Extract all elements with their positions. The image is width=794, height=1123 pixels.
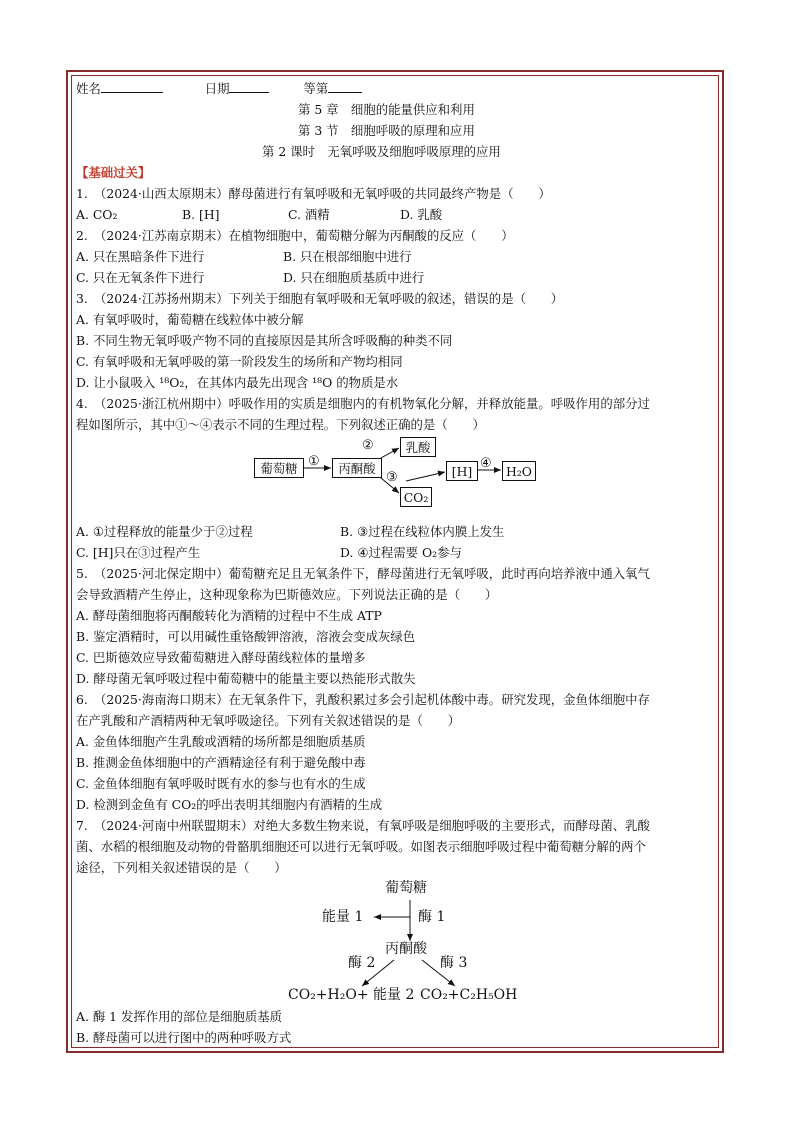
question-5 — [76, 563, 716, 689]
co2-box: CO₂ — [400, 487, 432, 507]
water-box: H₂O — [502, 461, 536, 481]
pyruvate-box: 丙酮酸 — [332, 458, 382, 478]
question-3 — [76, 288, 716, 393]
option-c[interactable]: C. 巴斯德效应导致葡萄糖进入酵母菌线粒体的量增多 — [76, 650, 366, 665]
option-a[interactable]: A. 只在黑暗条件下进行 — [76, 249, 205, 264]
option-row — [76, 521, 716, 542]
option-row — [76, 246, 716, 267]
question-7 — [76, 815, 716, 1048]
grade-field[interactable] — [328, 78, 362, 93]
respiration-pathway-figure — [76, 437, 716, 517]
step-1-label: ① — [308, 454, 320, 469]
question-stem-line-3: 途径，下列相关叙述错误的是（ ） — [76, 860, 287, 875]
date-label: 日期 — [204, 81, 230, 96]
question-stem-line-1: 6. （2025·海南海口期末）在无氧条件下，乳酸积累过多会引起机体酸中毒。研究发现，金鱼体细胞中存 — [76, 692, 650, 707]
question-stem-line-2: 会导致酒精产生停止，这种现象称为巴斯德效应。下列说法正确的是（ ） — [76, 587, 498, 602]
name-label: 姓名 — [76, 81, 101, 96]
enzyme-2-label: 酶 2 — [348, 955, 376, 971]
option-d[interactable]: D. 只在细胞质基质中进行 — [283, 270, 425, 285]
option-a[interactable]: A. 酵母菌细胞将丙酮酸转化为酒精的过程中不生成 ATP — [76, 608, 382, 623]
question-stem-line-1: 7. （2024·河南中州联盟期末）对绝大多数生物来说，有氧呼吸是细胞呼吸的主要形式，而酵母菌、乳酸 — [76, 818, 650, 833]
question-6 — [76, 689, 716, 815]
section-heading: 第 3 节 细胞呼吸的原理和应用 — [298, 123, 475, 138]
option-row — [76, 542, 716, 563]
option-a[interactable]: A. 有氧呼吸时，葡萄糖在线粒体中被分解 — [76, 312, 304, 327]
question-stem: 2. （2024·江苏南京期末）在植物细胞中，葡萄糖分解为丙酮酸的反应（ ） — [76, 228, 514, 243]
step-4-label: ④ — [480, 456, 492, 471]
option-b[interactable]: B. 鉴定酒精时，可以用碱性重铬酸钾溶液，溶液会变成灰绿色 — [76, 629, 416, 644]
option-row — [76, 204, 716, 225]
option-c[interactable]: C. 有氧呼吸和无氧呼吸的第一阶段发生的场所和产物均相同 — [76, 354, 403, 369]
option-d[interactable]: D. 酵母菌无氧呼吸过程中葡萄糖中的能量主要以热能形式散失 — [76, 671, 416, 686]
option-d[interactable]: D. 让小鼠吸入 ¹⁸O₂，在其体内最先出现含 ¹⁸O 的物质是水 — [76, 375, 399, 390]
option-row — [76, 267, 716, 288]
pyruvate-label: 丙酮酸 — [385, 941, 427, 957]
question-stem: 1. （2024·山西太原期末）酵母菌进行有氧呼吸和无氧呼吸的共同最终产物是（ ） — [76, 186, 551, 201]
arrow-step-3 — [406, 472, 445, 481]
arrow-step-2 — [381, 448, 399, 458]
option-b[interactable]: B. 不同生物无氧呼吸产物不同的直接原因是其所含呼吸酶的种类不同 — [76, 333, 453, 348]
option-c[interactable]: C. 酒精 — [288, 207, 330, 222]
option-b[interactable]: B. ③过程在线粒体内膜上发生 — [340, 524, 505, 539]
student-info-row — [76, 78, 716, 99]
aerobic-product-label: CO₂+H₂O+ 能量 2 — [288, 987, 415, 1003]
worksheet — [76, 78, 716, 1048]
option-b[interactable]: B. [H] — [182, 207, 220, 222]
option-a[interactable]: A. 金鱼体细胞产生乳酸或酒精的场所都是细胞质基质 — [76, 734, 366, 749]
question-1 — [76, 183, 716, 225]
option-c[interactable]: C. 金鱼体细胞有氧呼吸时既有水的参与也有水的生成 — [76, 776, 366, 791]
glucose-box: 葡萄糖 — [254, 458, 304, 478]
h-box: [H] — [446, 461, 478, 481]
lesson-title: 第 2 课时 无氧呼吸及细胞呼吸原理的应用 — [262, 144, 501, 159]
step-2-label: ② — [362, 438, 374, 453]
glucose-label: 葡萄糖 — [385, 880, 427, 896]
option-d[interactable]: D. 乳酸 — [400, 207, 443, 222]
question-2 — [76, 225, 716, 288]
glucose-breakdown-figure — [76, 878, 716, 1006]
question-stem-line-2: 在产乳酸和产酒精两种无氧呼吸途径。下列有关叙述错误的是（ ） — [76, 713, 461, 728]
grade-label: 等第 — [303, 81, 329, 96]
option-d[interactable]: D. 检测到金鱼有 CO₂的呼出表明其细胞内有酒精的生成 — [76, 797, 383, 812]
step-3-label: ③ — [386, 470, 398, 485]
question-4 — [76, 393, 716, 563]
question-stem-line-2: 菌、水稻的根细胞及动物的骨骼肌细胞还可以进行无氧呼吸。如图表示细胞呼吸过程中葡萄糖分解的两个 — [76, 839, 646, 854]
enzyme-1-label: 酶 1 — [418, 909, 446, 925]
chapter-title: 第 5 章 细胞的能量供应和利用 — [298, 102, 475, 117]
option-b[interactable]: B. 推测金鱼体细胞中的产酒精途径有利于避免酸中毒 — [76, 755, 366, 770]
option-b[interactable]: B. 酵母菌可以进行图中的两种呼吸方式 — [76, 1030, 292, 1045]
option-a[interactable]: A. 酶 1 发挥作用的部位是细胞质基质 — [76, 1009, 283, 1024]
alcohol-product-label: CO₂+C₂H₅OH — [420, 987, 518, 1003]
option-d[interactable]: D. ④过程需要 O₂参与 — [340, 545, 462, 560]
date-field[interactable] — [229, 78, 269, 93]
question-stem-line-1: 4. （2025·浙江杭州期中）呼吸作用的实质是细胞内的有机物氧化分解，并释放能量。呼吸作用的部分过 — [76, 396, 650, 411]
lactate-box: 乳酸 — [400, 437, 436, 457]
option-c[interactable]: C. [H]只在③过程产生 — [76, 545, 201, 560]
option-a[interactable]: A. ①过程释放的能量少于②过程 — [76, 524, 253, 539]
question-stem-line-1: 5. （2025·河北保定期中）葡萄糖充足且无氧条件下，酵母菌进行无氧呼吸，此时再向培养液中通入氧气 — [76, 566, 650, 581]
section-label: 【基础过关】 — [76, 165, 151, 180]
enzyme-3-label: 酶 3 — [440, 955, 468, 971]
option-c[interactable]: C. 只在无氧条件下进行 — [76, 270, 205, 285]
option-b[interactable]: B. 只在根部细胞中进行 — [283, 249, 412, 264]
name-field[interactable] — [101, 78, 163, 93]
option-a[interactable]: A. CO₂ — [76, 207, 118, 222]
energy-1-label: 能量 1 — [322, 909, 364, 925]
question-stem: 3. （2024·江苏扬州期末）下列关于细胞有氧呼吸和无氧呼吸的叙述，错误的是（ ） — [76, 291, 564, 306]
question-stem-line-2: 程如图所示，其中①～④表示不同的生理过程。下列叙述正确的是（ ） — [76, 417, 485, 432]
